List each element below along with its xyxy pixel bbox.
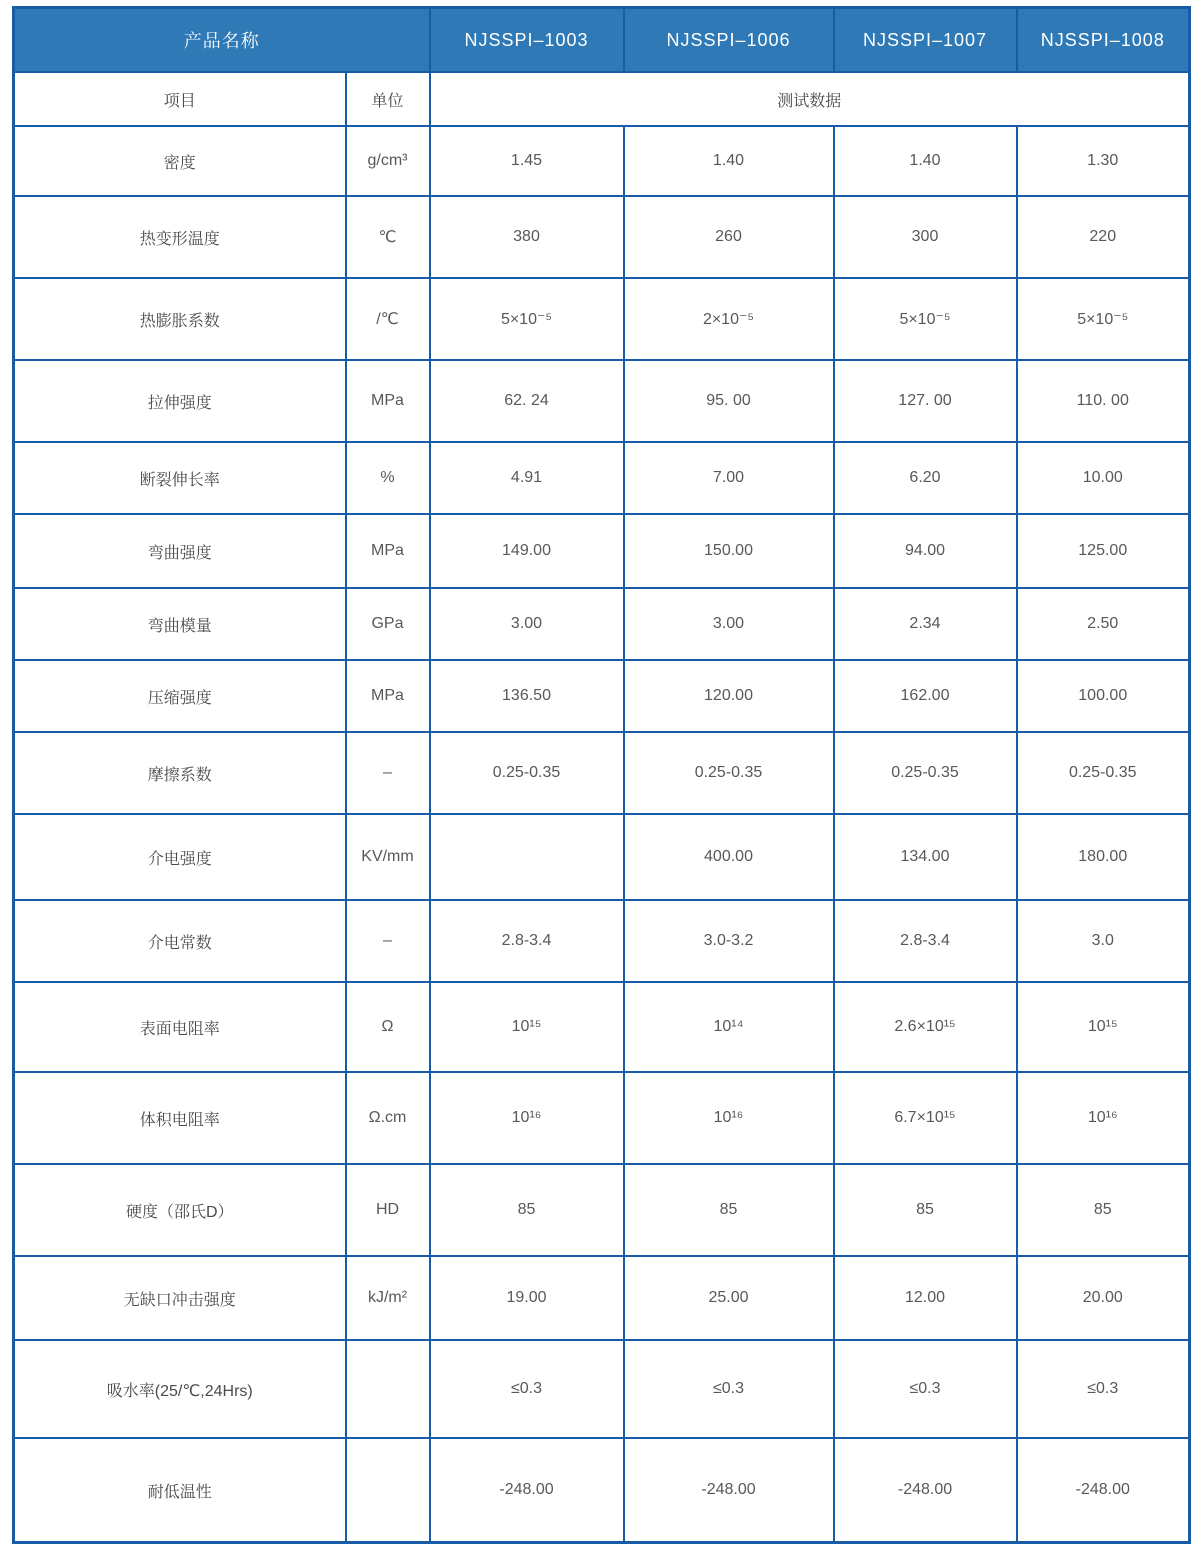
value-cell: -248.00 [834,1438,1017,1543]
property-label: 拉伸强度 [14,360,346,442]
value-cell: 127. 00 [834,360,1017,442]
table-row-dielectric-strength [14,814,1190,900]
property-label: 耐低温性 [14,1438,346,1543]
property-label: 断裂伸长率 [14,442,346,514]
value-cell: ≤0.3 [1017,1340,1190,1438]
value-cell: 10¹⁶ [430,1072,624,1164]
value-cell: 3.00 [624,588,834,660]
value-cell: 85 [624,1164,834,1256]
value-cell: 0.25-0.35 [624,732,834,814]
unit-cell: – [346,900,430,982]
value-cell: 0.25-0.35 [430,732,624,814]
table-row-flexural-modulus [14,588,1190,660]
property-label: 热变形温度 [14,196,346,278]
value-cell: -248.00 [624,1438,834,1543]
value-cell: 162.00 [834,660,1017,732]
value-cell: 85 [1017,1164,1190,1256]
value-cell: 3.00 [430,588,624,660]
value-cell: 3.0-3.2 [624,900,834,982]
value-cell: 85 [430,1164,624,1256]
unit-cell: KV/mm [346,814,430,900]
table-row-low-temperature-resistance [14,1438,1190,1543]
value-cell: 180.00 [1017,814,1190,900]
value-cell: 150.00 [624,514,834,588]
value-cell: 10¹⁵ [430,982,624,1072]
value-cell: 2.34 [834,588,1017,660]
product-column-header-1007: NJSSPI–1007 [834,8,1017,73]
value-cell: 2.50 [1017,588,1190,660]
table-row-surface-resistivity [14,982,1190,1072]
value-cell: 220 [1017,196,1190,278]
unit-cell: GPa [346,588,430,660]
product-column-header-1006: NJSSPI–1006 [624,8,834,73]
unit-cell: – [346,732,430,814]
unit-cell: MPa [346,360,430,442]
value-cell: 125.00 [1017,514,1190,588]
unit-cell: MPa [346,514,430,588]
property-label: 吸水率(25/℃,24Hrs) [14,1340,346,1438]
value-cell: 10.00 [1017,442,1190,514]
value-cell: 300 [834,196,1017,278]
table-row-hardness [14,1164,1190,1256]
value-cell: 5×10⁻⁵ [834,278,1017,360]
item-column-header: 项目 [14,72,346,126]
table-row-thermal-expansion [14,278,1190,360]
value-cell: 0.25-0.35 [1017,732,1190,814]
value-cell: 7.00 [624,442,834,514]
value-cell: 10¹⁶ [624,1072,834,1164]
table-row-unnotched-impact-strength [14,1256,1190,1340]
value-cell: 25.00 [624,1256,834,1340]
table-row-water-absorption [14,1340,1190,1438]
property-label: 表面电阻率 [14,982,346,1072]
value-cell: ≤0.3 [834,1340,1017,1438]
table-row-tensile-strength [14,360,1190,442]
value-cell: 5×10⁻⁵ [430,278,624,360]
unit-cell [346,1438,430,1543]
value-cell: 2.8-3.4 [430,900,624,982]
table-row-volume-resistivity [14,1072,1190,1164]
value-cell: 62. 24 [430,360,624,442]
unit-cell: HD [346,1164,430,1256]
value-cell: 4.91 [430,442,624,514]
value-cell: 136.50 [430,660,624,732]
value-cell: 10¹⁵ [1017,982,1190,1072]
table-row-density [14,126,1190,196]
table-row-compressive-strength [14,660,1190,732]
value-cell: 1.45 [430,126,624,196]
value-cell: 12.00 [834,1256,1017,1340]
value-cell: 380 [430,196,624,278]
unit-cell: /℃ [346,278,430,360]
value-cell: -248.00 [1017,1438,1190,1543]
value-cell: 1.30 [1017,126,1190,196]
value-cell: 10¹⁴ [624,982,834,1072]
value-cell: 3.0 [1017,900,1190,982]
value-cell [430,814,624,900]
value-cell: 120.00 [624,660,834,732]
value-cell: 10¹⁶ [1017,1072,1190,1164]
value-cell: 2.8-3.4 [834,900,1017,982]
property-label: 硬度（邵氏D） [14,1164,346,1256]
value-cell: 95. 00 [624,360,834,442]
unit-cell: % [346,442,430,514]
property-label: 体积电阻率 [14,1072,346,1164]
property-label: 热膨胀系数 [14,278,346,360]
value-cell: 100.00 [1017,660,1190,732]
unit-cell: MPa [346,660,430,732]
value-cell: 2×10⁻⁵ [624,278,834,360]
value-cell: 149.00 [430,514,624,588]
value-cell: 1.40 [624,126,834,196]
property-label: 介电常数 [14,900,346,982]
value-cell: 5×10⁻⁵ [1017,278,1190,360]
table-row-elongation-at-break [14,442,1190,514]
unit-column-header: 单位 [346,72,430,126]
property-label: 压缩强度 [14,660,346,732]
table-row-friction-coefficient [14,732,1190,814]
table-row-dielectric-constant [14,900,1190,982]
value-cell: 260 [624,196,834,278]
value-cell: 85 [834,1164,1017,1256]
property-label: 弯曲强度 [14,514,346,588]
unit-cell: Ω.cm [346,1072,430,1164]
value-cell: 20.00 [1017,1256,1190,1340]
table-row-flexural-strength [14,514,1190,588]
property-label: 介电强度 [14,814,346,900]
value-cell: 19.00 [430,1256,624,1340]
value-cell: 0.25-0.35 [834,732,1017,814]
property-label: 无缺口冲击强度 [14,1256,346,1340]
unit-cell: Ω [346,982,430,1072]
value-cell: 400.00 [624,814,834,900]
value-cell: 94.00 [834,514,1017,588]
property-label: 摩擦系数 [14,732,346,814]
value-cell: 6.20 [834,442,1017,514]
value-cell: ≤0.3 [430,1340,624,1438]
value-cell: ≤0.3 [624,1340,834,1438]
test-data-header: 测试数据 [430,72,1190,126]
product-name-header: 产品名称 [14,8,430,73]
value-cell: 6.7×10¹⁵ [834,1072,1017,1164]
value-cell: 1.40 [834,126,1017,196]
property-label: 弯曲模量 [14,588,346,660]
product-spec-table [12,6,1191,1544]
value-cell: -248.00 [430,1438,624,1543]
value-cell: 134.00 [834,814,1017,900]
unit-cell: g/cm³ [346,126,430,196]
table-header-row [14,8,1190,73]
property-label: 密度 [14,126,346,196]
table-body [14,126,1190,1543]
unit-cell [346,1340,430,1438]
product-column-header-1003: NJSSPI–1003 [430,8,624,73]
table-row-heat-deflection-temp [14,196,1190,278]
unit-cell: ℃ [346,196,430,278]
product-column-header-1008: NJSSPI–1008 [1017,8,1190,73]
value-cell: 110. 00 [1017,360,1190,442]
value-cell: 2.6×10¹⁵ [834,982,1017,1072]
table-subheader-row [14,72,1190,126]
unit-cell: kJ/m² [346,1256,430,1340]
